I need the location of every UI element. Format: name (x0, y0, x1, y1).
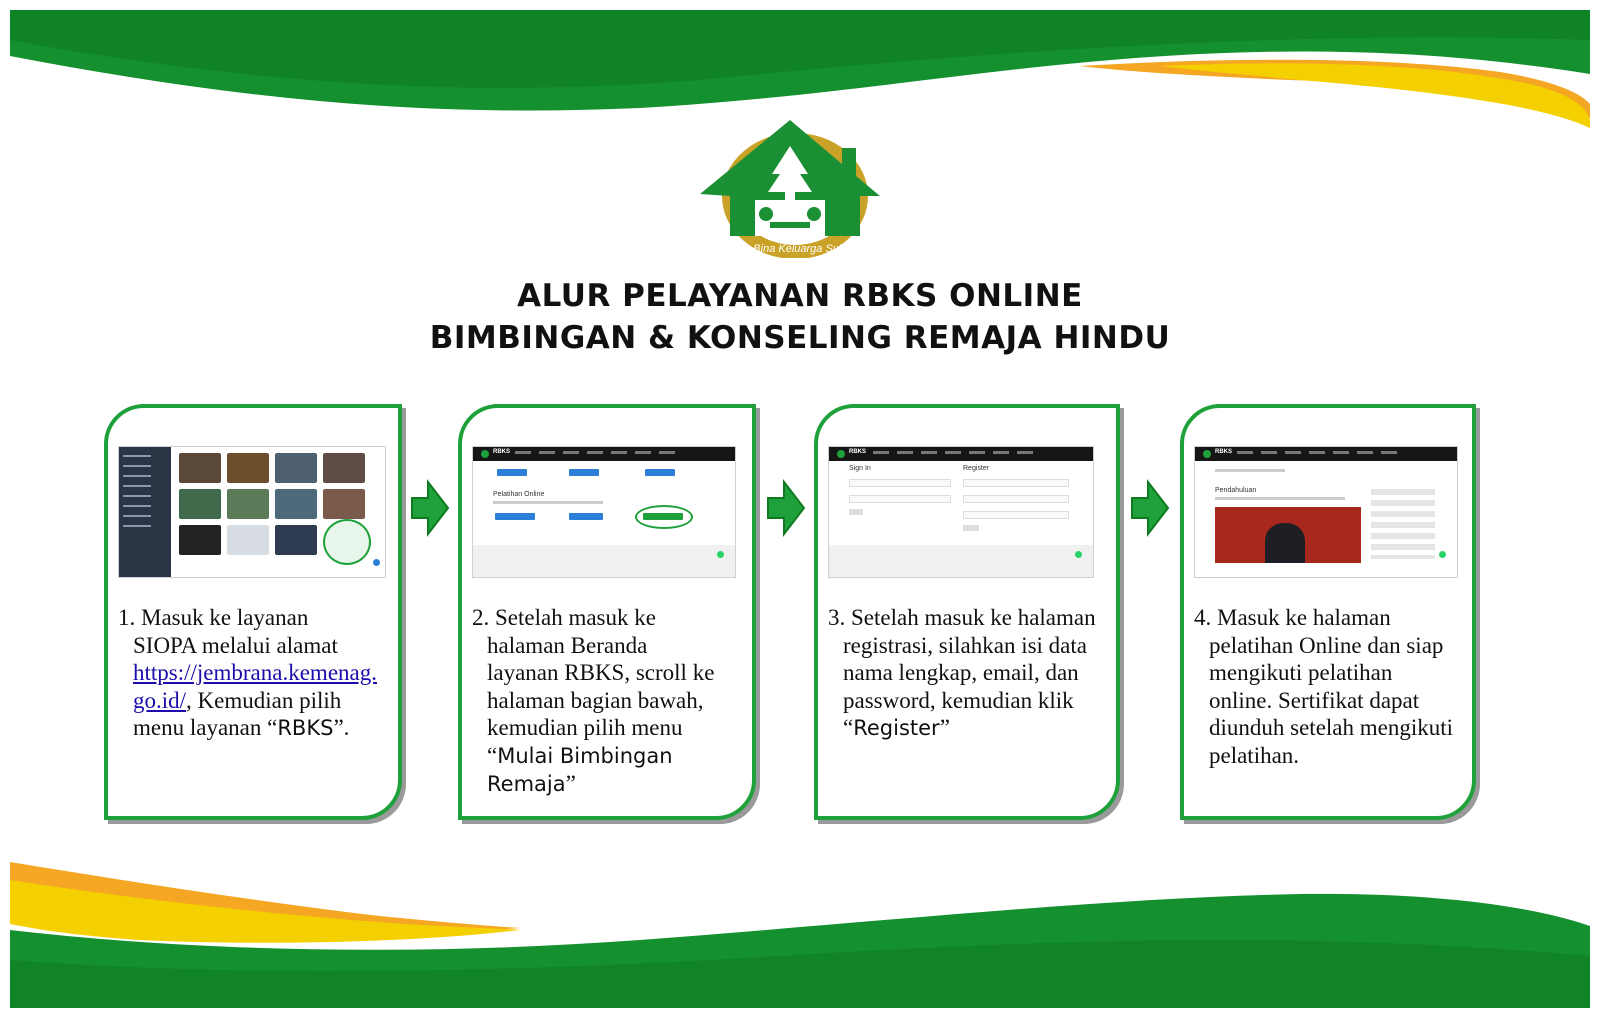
registration-form-screenshot: RBKS Sign In Register (828, 446, 1094, 578)
siopa-menu-screenshot (118, 446, 386, 578)
mulai-bimbingan-highlight (635, 505, 693, 529)
step-card-1 (104, 404, 402, 820)
step-2-description: 2. Setelah masuk ke halaman Beranda layanan RBKS, scroll ke halaman bagian bawah, kemudian pilih menu “Mulai Bimbingan Remaja” (472, 605, 715, 796)
bottom-wave-decoration (0, 860, 1600, 1018)
rbks-menu-highlight (323, 519, 371, 565)
screenshot-register-label: Register (963, 465, 990, 472)
rbks-logo (700, 118, 880, 258)
arrow-right-icon (410, 478, 450, 538)
arrow-right-icon (1130, 478, 1170, 538)
arrow-right-icon (766, 478, 806, 538)
step-card-4 (1180, 404, 1476, 820)
siopa-link[interactable]: https://jembrana.kemenag. (133, 660, 377, 685)
rbks-beranda-screenshot: RBKS Pelatihan Online (472, 446, 736, 578)
step-1-description: 1. Masuk ke layanan SIOPA melalui alamat https://jembrana.kemenag. go.id/, Kemudian pilih menu layanan “RBKS”. (118, 605, 377, 740)
logo-text: Rumah Bina Keluarga Sukinah (714, 243, 866, 255)
screenshot-heading: Pendahuluan (1215, 487, 1257, 494)
page-title-line-1: ALUR PELAYANAN RBKS ONLINE (517, 278, 1083, 314)
step-card-3 (814, 404, 1120, 820)
step-card-2 (458, 404, 756, 820)
screenshot-section-title: Pelatihan Online (493, 491, 545, 498)
screenshot-signin-label: Sign In (849, 465, 871, 472)
page-title-line-2: BIMBINGAN & KONSELING REMAJA HINDU (429, 320, 1171, 356)
screenshot-sidebar (119, 447, 171, 577)
step-3-description: 3. Setelah masuk ke halaman registrasi, silahkan isi data nama lengkap, email, dan password, kemudian klik “Register” (828, 605, 1096, 740)
step-4-description: 4. Masuk ke halaman pelatihan Online dan siap mengikuti pelatihan online. Sertifikat dapat diunduh setelah mengikuti pelatihan. (1194, 605, 1454, 768)
siopa-link-continued[interactable]: go.id/ (133, 687, 187, 713)
online-training-screenshot: RBKS Pendahuluan (1194, 446, 1458, 578)
